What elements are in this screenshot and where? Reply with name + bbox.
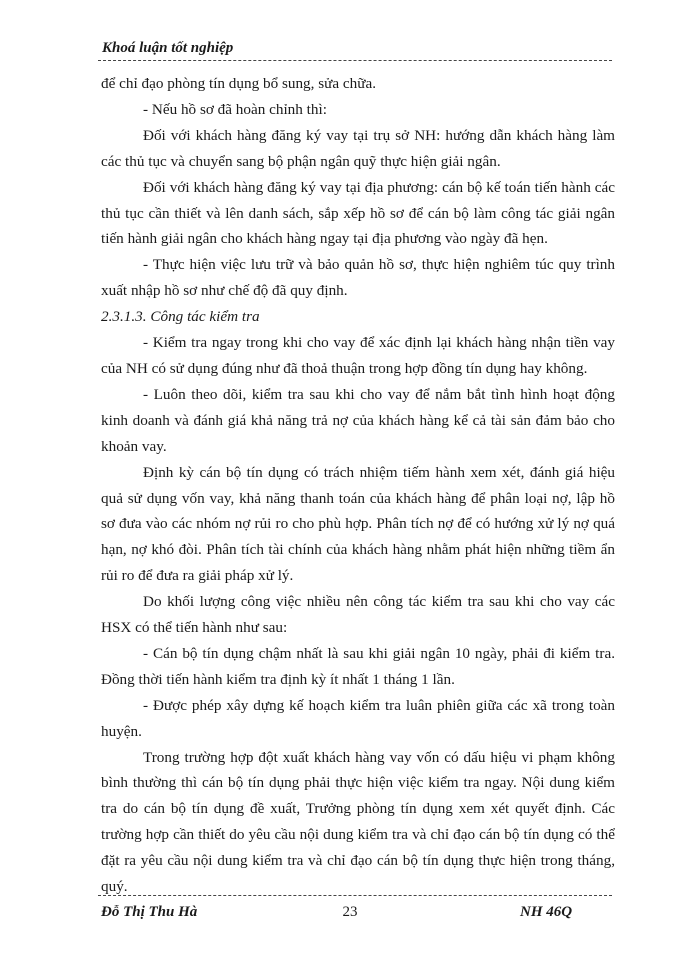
body-paragraph: - Nếu hồ sơ đã hoàn chỉnh thì: xyxy=(143,100,327,118)
running-header-title: Khoá luận tốt nghiệp xyxy=(102,40,234,56)
body-paragraph: - Cán bộ tín dụng chậm nhất là sau khi giải ngân 10 ngày, phải đi kiểm tra. Đồng thời tiến hành kiểm tra định kỳ ít nhất 1 tháng 1 lần. xyxy=(101,644,615,688)
body-paragraph: - Thực hiện việc lưu trữ và bảo quản hồ sơ, thực hiện nghiêm túc quy trình xuất nhập hồ sơ như chế độ đã quy định. xyxy=(101,256,615,300)
footer-divider xyxy=(98,895,612,896)
page-number: 23 xyxy=(342,904,358,920)
body-paragraph: Đối với khách hàng đăng ký vay tại địa phương: cán bộ kế toán tiến hành các thủ tục cần thiết và lên danh sách, sắp xếp hồ sơ để cán bộ làm công tác giải ngân tiến hành giải ngân cho khách hàng ngay tại địa phương vào ngày đã hẹn. xyxy=(101,178,615,248)
body-paragraph: - Được phép xây dựng kế hoạch kiểm tra luân phiên giữa các xã trong toàn huyện. xyxy=(101,696,615,740)
body-paragraph: - Luôn theo dõi, kiểm tra sau khi cho vay để nắm bắt tình hình hoạt động kinh doanh và đánh giá khả năng trả nợ của khách hàng kể cả tài sản đảm bảo cho khoản vay. xyxy=(101,385,615,455)
body-paragraph: Do khối lượng công việc nhiều nên công tác kiểm tra sau khi cho vay các HSX có thể tiến hành như sau: xyxy=(101,593,615,637)
section-heading: 2.3.1.3. Công tác kiểm tra xyxy=(101,308,260,326)
body-paragraph: Trong trường hợp đột xuất khách hàng vay vốn có dấu hiệu vi phạm không bình thường thì cán bộ tín dụng phải thực hiện việc kiểm tra ngay. Nội dung kiểm tra do cán bộ tín dụng đề xuất, Trưởng phòng tín dụng xem xét quyết định. Các trường hợp cần thiết do yêu cầu nội dung kiểm tra và chỉ đạo cán bộ tín dụng có thể đặt ra yêu cầu nội dung kiểm tra và chỉ đạo cán bộ tín dụng thực hiện trong tháng, quý. xyxy=(101,748,615,896)
footer-class-code: NH 46Q xyxy=(520,904,573,920)
page-body xyxy=(101,71,615,900)
footer-author: Đỗ Thị Thu Hà xyxy=(101,904,198,920)
body-paragraph: Đối với khách hàng đăng ký vay tại trụ sở NH: hướng dẫn khách hàng làm các thủ tục và chuyển sang bộ phận ngân quỹ thực hiện giải ngân. xyxy=(101,126,615,170)
header-divider xyxy=(98,60,612,61)
body-paragraph: Định kỳ cán bộ tín dụng có trách nhiệm tiếm hành xem xét, đánh giá hiệu quả sử dụng vốn vay, khả năng thanh toán của khách hàng để phân loại nợ, lập hồ sơ đưa vào các nhóm nợ rủi ro cho phù hợp. Phân tích nợ để có hướng xử lý nợ quá hạn, nợ khó đòi. Phân tích tài chính của khách hàng nhằm phát hiện những tiềm ẩn rủi ro để đưa ra giải pháp xử lý. xyxy=(101,463,615,585)
body-paragraph: - Kiểm tra ngay trong khi cho vay để xác định lại khách hàng nhận tiền vay của NH có sử dụng đúng như đã thoả thuận trong hợp đồng tín dụng hay không. xyxy=(101,334,615,377)
body-paragraph: để chỉ đạo phòng tín dụng bổ sung, sửa chữa. xyxy=(101,75,377,92)
